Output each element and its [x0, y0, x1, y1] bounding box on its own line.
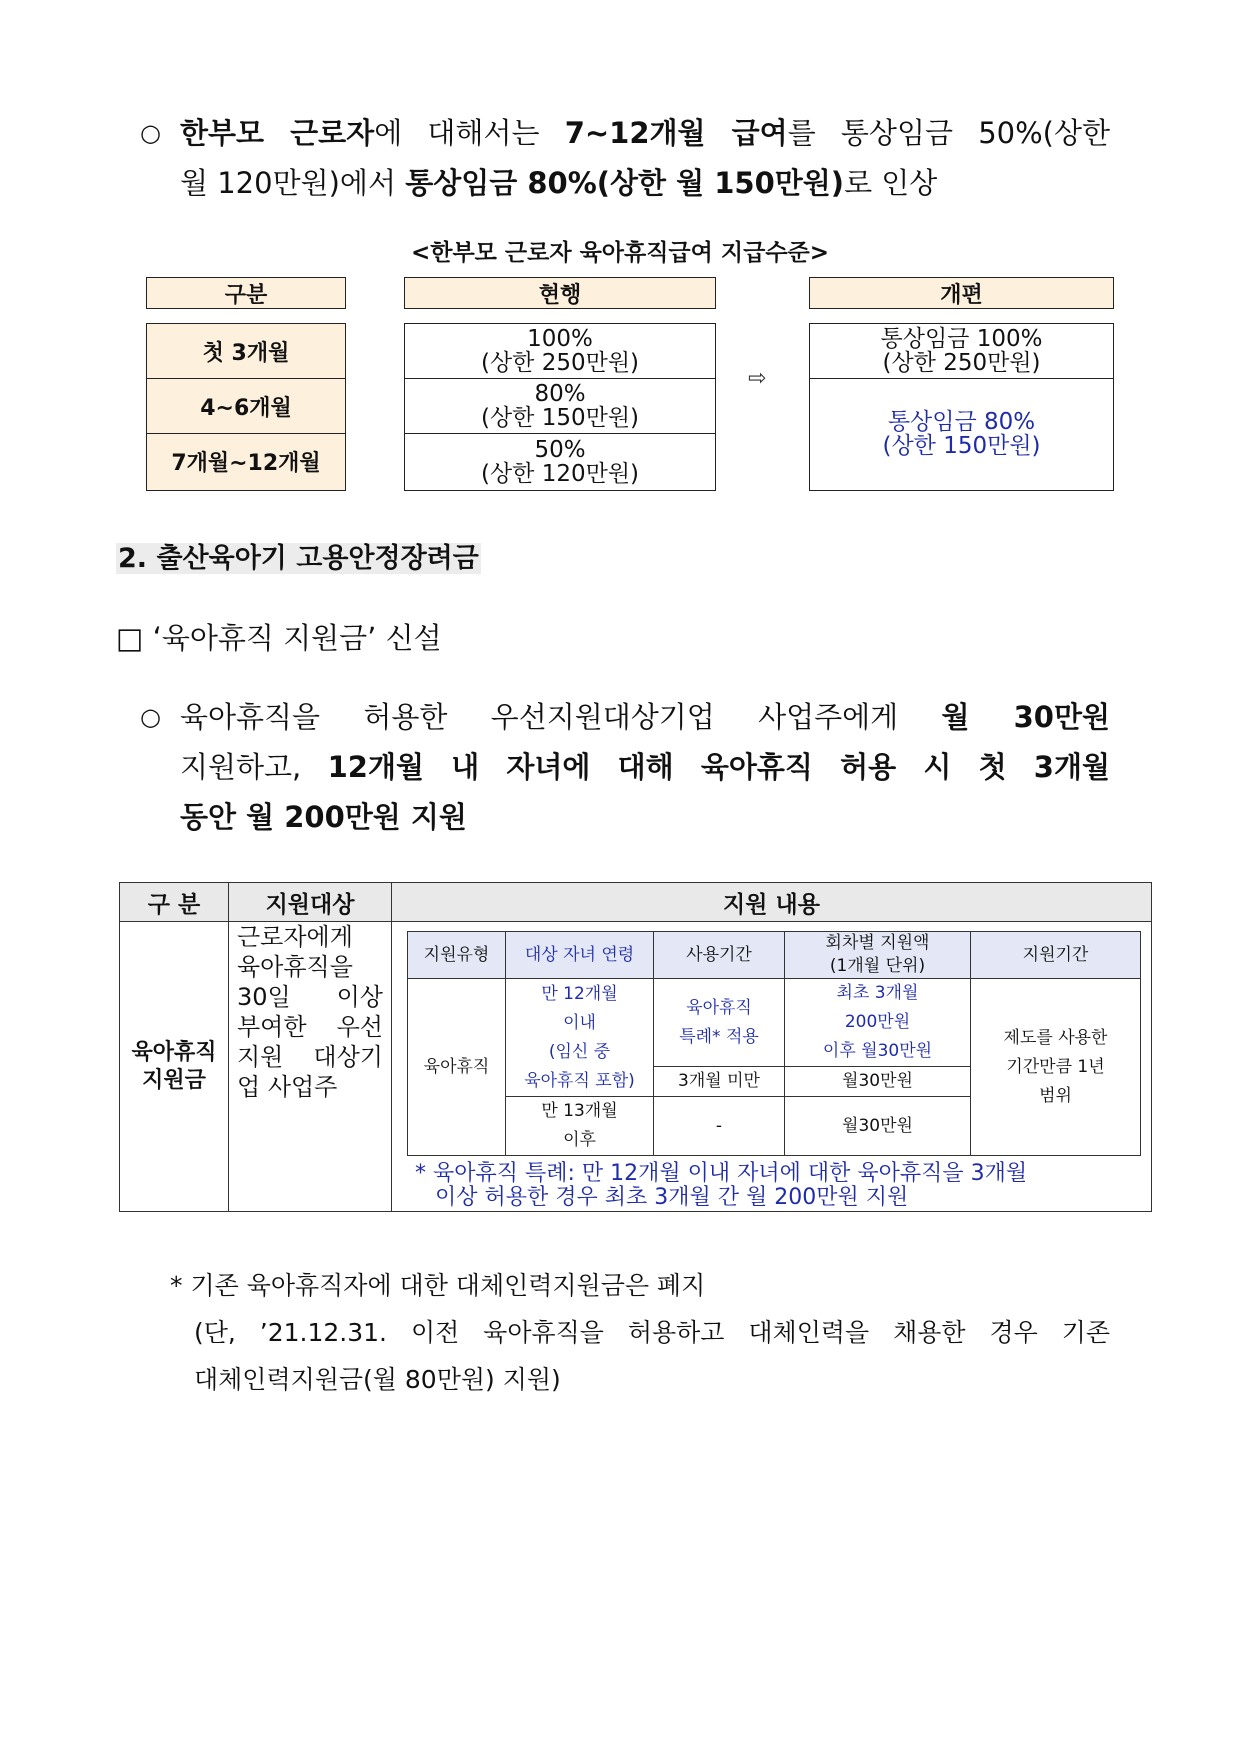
current-row-1: 100% (상한 250만원)	[405, 324, 715, 379]
row-label-7-12-months: 7개월~12개월	[171, 451, 321, 476]
header-target: 지원대상	[229, 883, 392, 922]
paragraph-2-line-2: 지원하고, 12개월 내 자녀에 대해 육아휴직 허용 시 첫 3개월	[180, 750, 1110, 784]
row-label-4-6-months: 4~6개월	[147, 379, 345, 434]
header-category: 구 분	[120, 883, 229, 922]
table-1-caption: <한부모 근로자 육아휴직급여 지급수준>	[410, 240, 830, 266]
period-cell: 제도를 사용한 기간만큼 1년 범위	[971, 979, 1141, 1156]
table-1-header-current: 현행	[404, 277, 716, 309]
header-content: 지원 내용	[392, 883, 1152, 922]
paragraph-2-line-1: 육아휴직을 허용한 우선지원대상기업 사업주에게 월 30만원	[180, 700, 1110, 734]
inner-header-usage: 사용기간	[654, 932, 785, 979]
table-1-category-column	[146, 323, 346, 491]
table-1-reform-column	[809, 323, 1114, 491]
support-type-cell: 육아휴직	[408, 979, 506, 1156]
inner-header-period: 지원기간	[971, 932, 1141, 979]
current-row-2: 80% (상한 150만원)	[405, 379, 715, 434]
bullet-circle: ○	[140, 119, 161, 147]
paragraph-1-line-2: 월 120만원)에서 통상임금 80%(상한 월 150만원)로 인상	[180, 166, 938, 200]
age-cell-2: 만 13개월 이후	[506, 1097, 654, 1156]
usage-cell-2: 3개월 미만	[654, 1067, 785, 1097]
inner-header-age: 대상 자녀 연령	[506, 932, 654, 979]
table-footnote: * 육아휴직 특례: 만 12개월 이내 자녀에 대한 육아휴직을 3개월 이상 허용한 경우 최초 3개월 간 월 200만원 지원	[415, 1161, 1028, 1210]
paragraph-2-line-3: 동안 월 200만원 지원	[180, 800, 467, 834]
table-1-header-category: 구분	[146, 277, 346, 309]
target-cell: 근로자에게 육아휴직을 30일 이상 부여한 우선 지원 대상기 업 사업주	[229, 922, 392, 1212]
usage-cell-1: 육아휴직 특례* 적용	[654, 979, 785, 1067]
note-line-2: (단, ’21.12.31. 이전 육아휴직을 허용하고 대체인력을 채용한 경우 기존	[194, 1318, 1110, 1347]
amount-cell-2: 월30만원	[785, 1067, 971, 1097]
subheading: □ ‘육아휴직 지원금’ 신설	[116, 621, 442, 655]
amount-cell-1: 최초 3개월 200만원 이후 월30만원	[785, 979, 971, 1067]
note-line-3: 대체인력지원금(월 80만원) 지원)	[194, 1365, 561, 1394]
inner-header-type: 지원유형	[408, 932, 506, 979]
reform-row-2: 통상임금 80% (상한 150만원)	[882, 409, 1041, 459]
checkbox-square-icon: □	[116, 621, 144, 655]
age-cell-1: 만 12개월 이내 (임신 중 육아휴직 포함)	[506, 979, 654, 1097]
row-label-first-3-months: 첫 3개월	[147, 324, 345, 379]
section-2-title: 2. 출산육아기 고용안정장려금	[118, 543, 479, 574]
table-1-current-column	[404, 323, 716, 491]
amount-cell-3: 월30만원	[785, 1097, 971, 1156]
category-cell: 육아휴직 지원금	[120, 922, 229, 1212]
support-table	[119, 882, 1152, 1212]
bullet-circle-2: ○	[140, 703, 161, 731]
paragraph-1-line-1: 한부모 근로자에 대해서는 7~12개월 급여를 통상임금 50%(상한	[180, 116, 1110, 150]
usage-cell-3: -	[654, 1097, 785, 1156]
note-line-1: * 기존 육아휴직자에 대한 대체인력지원금은 폐지	[170, 1271, 706, 1300]
inner-header-amount: 회차별 지원액 (1개월 단위)	[785, 932, 971, 979]
content-cell	[392, 922, 1152, 1212]
current-row-3: 50% (상한 120만원)	[480, 436, 640, 487]
inner-support-table	[407, 931, 1141, 1156]
reform-row-1: 통상임금 100% (상한 250만원)	[810, 324, 1113, 379]
table-1-header-reform: 개편	[809, 277, 1114, 309]
right-arrow-icon: ⇨	[748, 366, 767, 391]
